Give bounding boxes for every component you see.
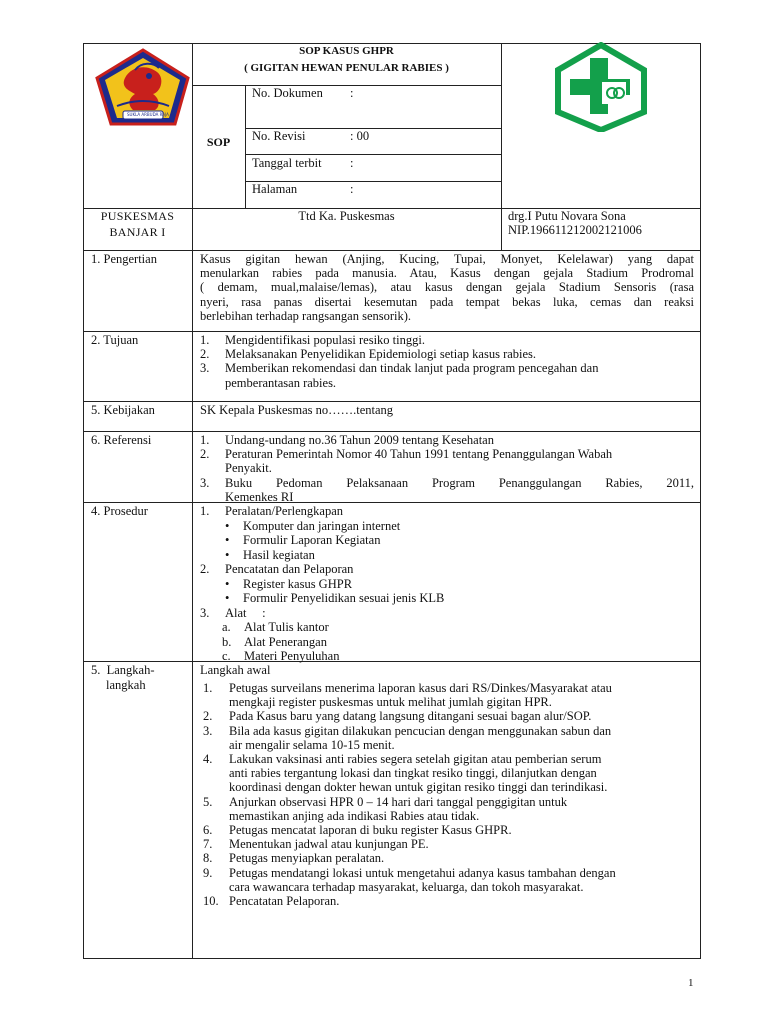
list-item-continuation xyxy=(200,490,694,504)
list-text: memastikan anjing ada indikasi Rabies atau tidak. xyxy=(229,808,480,823)
list-item-continuation xyxy=(200,738,694,752)
list-text: Petugas menyiapkan peralatan. xyxy=(229,851,385,866)
field-no-dokumen-label: No. Dokumen xyxy=(252,86,323,100)
field-line-2 xyxy=(245,154,501,155)
list-letter: c. xyxy=(222,649,231,663)
list-text: Peraturan Pemerintah Nomor 40 Tahun 1991 tentang Penanggulangan Wabah xyxy=(225,447,613,462)
header-divider-3 xyxy=(245,85,246,208)
field-no-revisi-value: : 00 xyxy=(350,129,370,143)
list-item xyxy=(200,620,694,635)
list-text: Menentukan jadwal atau kunjungan PE. xyxy=(229,837,429,852)
list-number: 2. xyxy=(200,562,210,576)
pengertian-line: Kasus gigitan hewan (Anjing, Kucing, Tupai, Monyet, Kelelawar) yang dapat xyxy=(200,252,694,266)
sop-label: SOP xyxy=(206,135,231,149)
list-text: Penyakit. xyxy=(225,461,272,476)
list-text: Petugas mencatat laporan di buku register Kasus GHPR. xyxy=(229,823,512,838)
list-text: Pencatatan Pelaporan. xyxy=(229,894,340,909)
header-divider-1 xyxy=(192,43,193,958)
section-label-prosedur: 4. Prosedur xyxy=(91,504,148,518)
list-number: 1. xyxy=(203,681,213,695)
list-text: Melaksanakan Penyelidikan Epidemiologi setiap kasus rabies. xyxy=(225,347,537,362)
list-item-continuation xyxy=(200,766,694,780)
puskesmas-logo xyxy=(552,42,650,132)
emblem-motto: SUKLA ARBUDA RAJA xyxy=(127,112,169,117)
kebijakan-text: SK Kepala Puskesmas no…….tentang xyxy=(200,403,394,417)
row-line-kebijakan xyxy=(83,401,701,402)
page-number: 1 xyxy=(688,977,694,989)
field-halaman-value: : xyxy=(350,182,354,196)
list-number: 4. xyxy=(203,752,213,767)
list-text: koordinasi dengan dokter hewan untuk gigitan resiko tinggi dan terindikasi. xyxy=(229,780,608,795)
tujuan-list xyxy=(200,333,694,390)
list-number: 8. xyxy=(203,851,213,866)
section-label-pengertian: 1. Pengertian xyxy=(91,252,157,266)
list-item xyxy=(200,681,694,695)
list-number: 1. xyxy=(200,504,210,518)
list-item xyxy=(200,447,694,461)
section-label-kebijakan: 5. Kebijakan xyxy=(91,403,155,417)
list-item xyxy=(200,649,694,664)
list-item xyxy=(200,795,694,809)
section-label-tujuan: 2. Tujuan xyxy=(91,333,139,347)
bullet-icon: • xyxy=(225,547,230,562)
list-number: 2. xyxy=(203,709,213,724)
bullet-icon: • xyxy=(225,591,230,605)
section-label-langkah: 5. Langkah- xyxy=(91,663,155,677)
pengertian-line: ( demam, mual,malaise/lemas), atau kasus dengan gejala Stadium Sensoris (rasa xyxy=(200,280,694,295)
bullet-item xyxy=(200,548,694,563)
prosedur-list xyxy=(200,504,694,664)
list-text: Peralatan/Perlengkapan xyxy=(225,504,344,518)
list-item xyxy=(200,347,694,361)
list-number: 6. xyxy=(203,823,213,838)
list-item xyxy=(200,851,694,865)
list-number: 5. xyxy=(203,794,213,809)
list-item xyxy=(200,333,694,347)
list-item-continuation xyxy=(200,695,694,709)
list-text: Anjurkan observasi HPR 0 – 14 hari dari tanggal penggigitan untuk xyxy=(229,794,568,809)
list-item-continuation xyxy=(200,780,694,794)
list-item-continuation xyxy=(200,376,694,390)
list-text: Buku Pedoman Pelaksanaan Program Penanggulangan Rabies, 2011, xyxy=(225,475,694,490)
list-number: 7. xyxy=(203,837,213,852)
list-item-continuation xyxy=(200,880,694,894)
table-border-left xyxy=(83,43,84,959)
list-text: air mengalir selama 10-15 menit. xyxy=(229,737,395,752)
pengertian-line: berlebihan terhadap rangsangan sensorik). xyxy=(200,308,412,323)
pengertian-text xyxy=(200,252,694,323)
list-item xyxy=(200,433,694,447)
langkah-intro: Langkah awal xyxy=(200,663,271,677)
list-text: pemberantasan rabies. xyxy=(225,375,337,390)
field-no-dokumen-value: : xyxy=(350,86,354,100)
header-title-line xyxy=(192,85,501,86)
list-item xyxy=(200,562,694,577)
list-text: mengkaji register puskesmas untuk melihat jumlah gigitan HPR. xyxy=(229,695,552,710)
head-name: drg.I Putu Novara Sona xyxy=(508,209,626,223)
list-item xyxy=(200,752,694,766)
row-line-tujuan xyxy=(83,331,701,332)
field-tanggal-terbit-label: Tanggal terbit xyxy=(252,156,322,170)
list-text: Pada Kasus baru yang datang langsung ditangani sesuai bagan alur/SOP. xyxy=(229,709,592,724)
list-text: Petugas surveilans menerima laporan kasus dari RS/Dinkes/Masyarakat atau xyxy=(229,681,612,695)
list-text: Mengidentifikasi populasi resiko tinggi. xyxy=(225,333,425,347)
list-item xyxy=(200,504,694,519)
list-item xyxy=(200,894,694,908)
table-border-right xyxy=(700,43,701,959)
signature-label: Ttd Ka. Puskesmas xyxy=(298,209,395,223)
list-number: 2. xyxy=(200,447,210,462)
list-number: 3. xyxy=(200,475,210,490)
list-number: 9. xyxy=(203,865,213,880)
bullet-icon: • xyxy=(225,518,230,533)
list-item xyxy=(200,606,694,621)
list-item xyxy=(200,724,694,738)
header-divider-2 xyxy=(501,43,502,250)
bullet-item xyxy=(200,519,694,534)
list-number: 10. xyxy=(203,894,219,909)
referensi-list xyxy=(200,433,694,504)
bullet-item xyxy=(200,577,694,592)
document-subtitle: ( GIGITAN HEWAN PENULAR RABIES ) xyxy=(244,62,449,74)
list-text: anti rabies tergantung lokasi dan tingkat resiko tinggi, dilanjutkan dengan xyxy=(229,766,597,781)
list-text: cara wawancara terhadap masyarakat, keluarga, dan tokoh masyarakat. xyxy=(229,879,584,894)
list-text: Kemenkes RI xyxy=(225,489,294,504)
list-letter: b. xyxy=(222,634,232,649)
field-halaman-label: Halaman xyxy=(252,182,298,196)
list-number: 3. xyxy=(200,605,210,620)
list-number: 3. xyxy=(203,723,213,738)
list-number: 3. xyxy=(200,361,210,376)
list-text: Alat Penerangan xyxy=(244,634,327,649)
list-item xyxy=(200,866,694,880)
list-item-continuation xyxy=(200,461,694,475)
list-text: Lakukan vaksinasi anti rabies segera setelah gigitan atau pemberian serum xyxy=(229,752,602,767)
list-item xyxy=(200,837,694,851)
list-item xyxy=(200,476,694,490)
list-text: Petugas mendatangi lokasi untuk mengetahui adanya kasus tambahan dengan xyxy=(229,865,616,880)
list-item xyxy=(200,709,694,723)
bullet-item xyxy=(200,533,694,548)
list-item xyxy=(200,823,694,837)
list-number: 1. xyxy=(200,433,210,447)
list-text: Memberikan rekomendasi dan tindak lanjut pada program pencegahan dan xyxy=(225,361,599,376)
field-no-revisi-label: No. Revisi xyxy=(252,129,306,143)
list-text: Materi Penyuluhan xyxy=(244,649,340,663)
list-text: Alat : xyxy=(225,605,266,620)
section-label-langkah-2: langkah xyxy=(106,678,146,692)
bullet-item xyxy=(200,591,694,606)
bullet-text: Register kasus GHPR xyxy=(243,576,353,591)
org-name-line1: PUSKESMAS xyxy=(100,209,175,223)
list-item xyxy=(200,361,694,375)
pengertian-line: menularkan rabies pada manusia. Atau, Kasus dengan gejala Stadium Prodromal xyxy=(200,266,694,281)
pengertian-line: nyeri, rasa panas disertai kesemutan pada tempat bekas luka, cemas dan reaksi xyxy=(200,294,694,309)
row-line-pengertian xyxy=(83,250,701,251)
document-title: SOP KASUS GHPR xyxy=(299,45,394,57)
org-name-line2: BANJAR I xyxy=(109,225,166,239)
list-item-continuation xyxy=(200,809,694,823)
list-number: 2. xyxy=(200,347,210,362)
bullet-text: Hasil kegiatan xyxy=(243,547,315,562)
bullet-text: Formulir Penyelidikan sesuai jenis KLB xyxy=(243,591,445,605)
list-text: Pencatatan dan Pelaporan xyxy=(225,562,354,576)
list-item xyxy=(200,635,694,650)
head-nip: NIP.196611212002121006 xyxy=(508,223,642,237)
bullet-icon: • xyxy=(225,533,230,547)
regency-emblem-logo xyxy=(95,48,192,126)
bullet-icon: • xyxy=(225,576,230,591)
list-number: 1. xyxy=(200,333,210,347)
field-tanggal-terbit-value: : xyxy=(350,156,354,170)
bullet-text: Formulir Laporan Kegiatan xyxy=(243,533,381,547)
list-text: Alat Tulis kantor xyxy=(244,620,329,634)
list-text: Undang-undang no.36 Tahun 2009 tentang Kesehatan xyxy=(225,433,494,447)
bullet-text: Komputer dan jaringan internet xyxy=(243,518,401,533)
langkah-steps xyxy=(200,681,694,908)
list-letter: a. xyxy=(222,620,231,634)
row-line-referensi xyxy=(83,431,701,432)
list-text: Bila ada kasus gigitan dilakukan pencucian dengan menggunakan sabun dan xyxy=(229,723,612,738)
table-border-bottom xyxy=(83,958,701,959)
section-label-referensi: 6. Referensi xyxy=(91,433,152,447)
